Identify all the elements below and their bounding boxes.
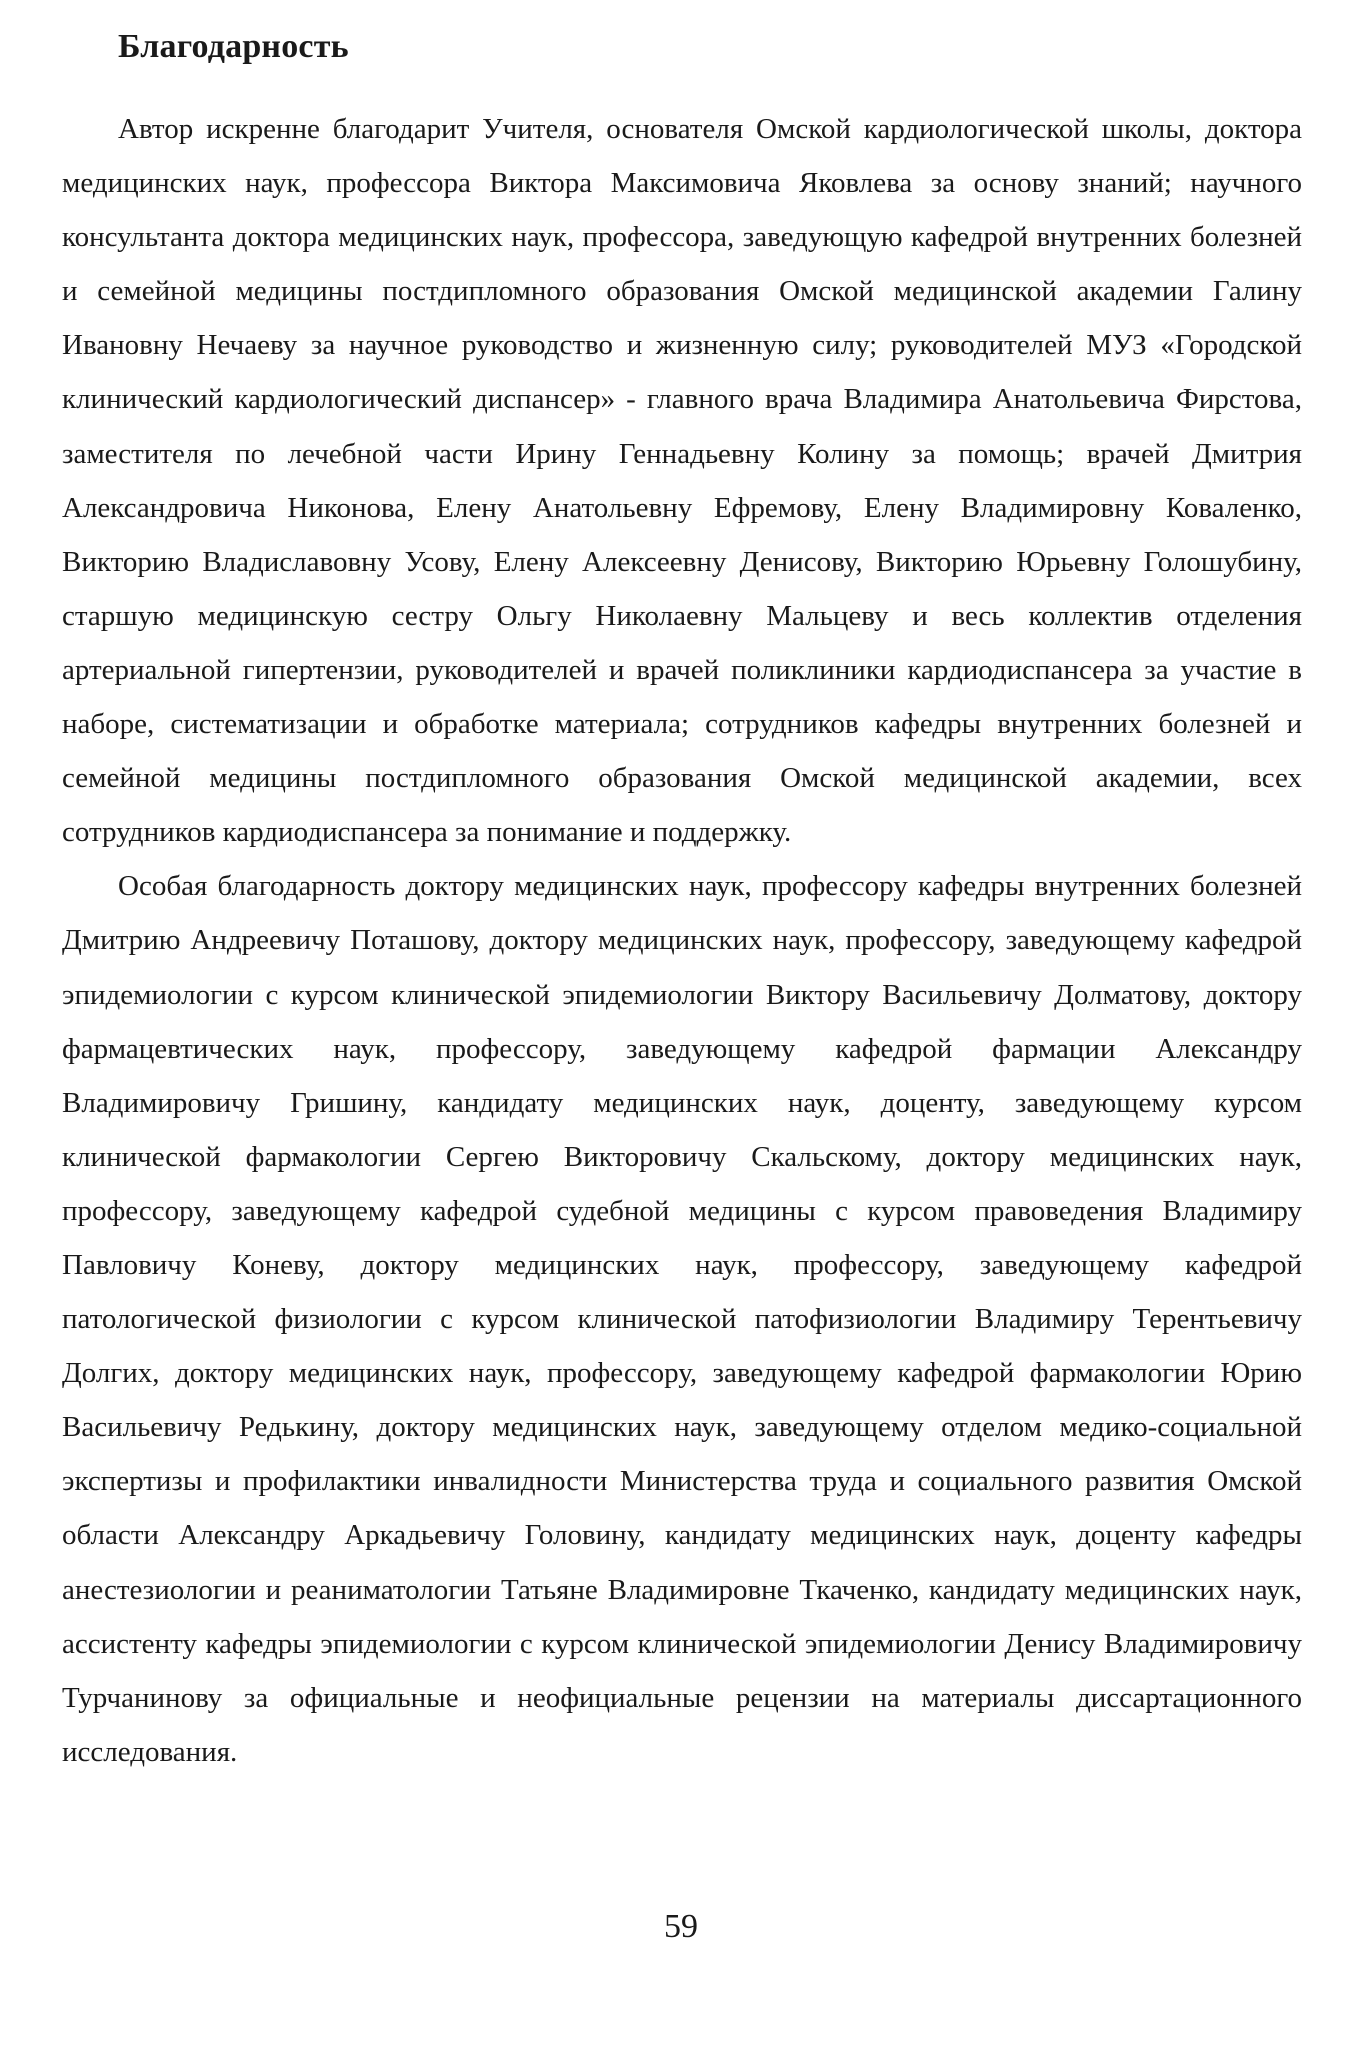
body-text xyxy=(62,102,1302,1779)
page-number: 59 xyxy=(664,1908,698,1945)
paragraph-acknowledgement: Автор искренне благодарит Учителя, основателя Омской кардиологической школы, доктора медицинских наук, профессора Виктора Максимовича Яковлева за основу знаний; научного консультанта доктора медицинских наук, профессора, заведующую кафедрой внутренних болезней и семейной медицины постдипломного образования Омской медицинской академии Галину Ивановну Нечаеву за научное руководство и жизненную силу; руководителей МУЗ «Городской клинический кардиологический диспансер» - главного врача Владимира Анатольевича Фирстова, заместителя по лечебной части Ирину Геннадьевну Колину за помощь; врачей Дмитрия Александровича Никонова, Елену Анатольевну Ефремову, Елену Владимировну Коваленко, Викторию Владиславовну Усову, Елену Алексеевну Денисову, Викторию Юрьевну Голошубину, старшую медицинскую сестру Ольгу Николаевну Мальцеву и весь коллектив отделения артериальной гипертензии, руководителей и врачей поликлиники кардиодиспансера за участие в наборе, систематизации и обработке материала; сотрудников кафедры внутренних болезней и семейной медицины постдипломного образования Омской медицинской академии, всех сотрудников кардиодиспансера за понимание и поддержку. xyxy=(62,113,1302,849)
paragraph-special-thanks: Особая благодарность доктору медицинских наук, профессору кафедры внутренних болезней Дмитрию Андреевичу Поташову, доктору медицинских наук, профессору, заведующему кафедрой эпидемиологии с курсом клинической эпидемиологии Виктору Васильевичу Долматову, доктору фармацевтических наук, профессору, заведующему кафедрой фармации Александру Владимировичу Гришину, кандидату медицинских наук, доценту, заведующему курсом клинической фармакологии Сергею Викторовичу Скальскому, доктору медицинских наук, профессору, заведующему кафедрой судебной медицины с курсом правоведения Владимиру Павловичу Коневу, доктору медицинских наук, профессору, заведующему кафедрой патологической физиологии с курсом клинической патофизиологии Владимиру Терентьевичу Долгих, доктору медицинских наук, профессору, заведующему кафедрой фармакологии Юрию Васильевичу Редькину, доктору медицинских наук, заведующему отделом медико-социальной экспертизы и профилактики инвалидности Министерства труда и социального развития Омской области Александру Аркадьевичу Головину, кандидату медицинских наук, доценту кафедры анестезиологии и реаниматологии Татьяне Владимировне Ткаченко, кандидату медицинских наук, ассистенту кафедры эпидемиологии с курсом клинической эпидемиологии Денису Владимировичу Турчанинову за официальные и неофициальные рецензии на материалы диссартационного исследования. xyxy=(62,870,1302,1768)
section-title: Благодарность xyxy=(118,28,349,65)
